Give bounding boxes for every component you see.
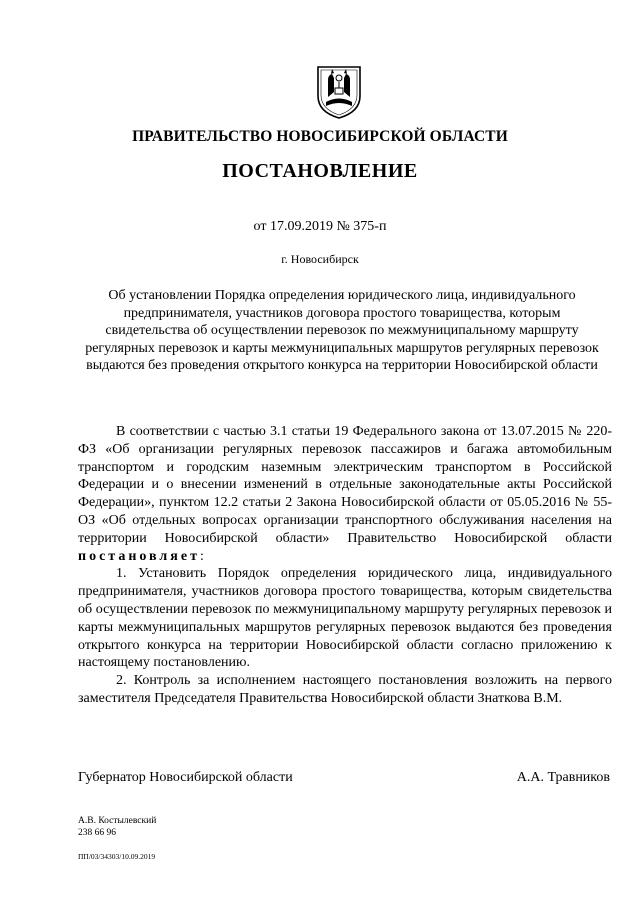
coat-of-arms-emblem [315, 62, 363, 120]
resolves-word: постановляет [78, 548, 200, 564]
executor-phone: 238 66 96 [78, 828, 116, 838]
preamble-paragraph [78, 423, 612, 565]
government-name: ПРАВИТЕЛЬСТВО НОВОСИБИРСКОЙ ОБЛАСТИ [132, 128, 508, 145]
executor-block [78, 815, 156, 839]
resolves-colon: : [199, 548, 204, 564]
executor-name: А.В. Костылевский [78, 816, 157, 826]
item-1-paragraph: 1. Установить Порядок определения юридического лица, индивидуального предпринимателя, участников договора простого товарищества, которым свидетельства об осуществлении перевозок по межмуниципальному маршруту регулярных перевозок и карты межмуниципальных маршрутов регулярных перевозок выдаются без проведения открытого конкурса на территории Новосибирской области согласно приложению к настоящему постановлению. [78, 566, 612, 671]
signatory-position: Губернатор Новосибирской области [78, 770, 293, 785]
preamble-text: В соответствии с частью 3.1 статьи 19 Федерального закона от 13.07.2015 № 220-ФЗ «Об организации регулярных перевозок пассажиров и багажа автомобильным транспортом и городским наземным электрическим транспортом в Российской Федерации и о внесении изменений в отдельные законодательные акты Российской Федерации», пунктом 12.2 статьи 2 Закона Новосибирской области от 05.05.2016 № 55-ОЗ «Об отдельных вопросах организации транспортного обслуживания населения на территории Новосибирской области» Правительство Новосибирской области [78, 424, 612, 546]
signatory-name: А.А. Травников [516, 770, 610, 785]
document-body [78, 423, 612, 708]
footer-code: ПП/03/34303/10.09.2019 [78, 852, 156, 861]
document-number-date: от 17.09.2019 № 375-п [253, 219, 387, 234]
item-2-paragraph: 2. Контроль за исполнением настоящего постановления возложить на первого заместителя Председателя Правительства Новосибирской области Знаткова В.М. [78, 673, 612, 706]
document-type: ПОСТАНОВЛЕНИЕ [222, 160, 418, 182]
document-title: Об установлении Порядка определения юридического лица, индивидуального предпринимателя, участников договора простого товарищества, которым свидетельства об осуществлении перевозок по межмуниципальному маршруту регулярных перевозок и карты межмуниципальных маршрутов регулярных перевозок выдаются без проведения открытого конкурса на территории Новосибирской области [85, 288, 599, 374]
document-city: г. Новосибирск [281, 252, 359, 266]
